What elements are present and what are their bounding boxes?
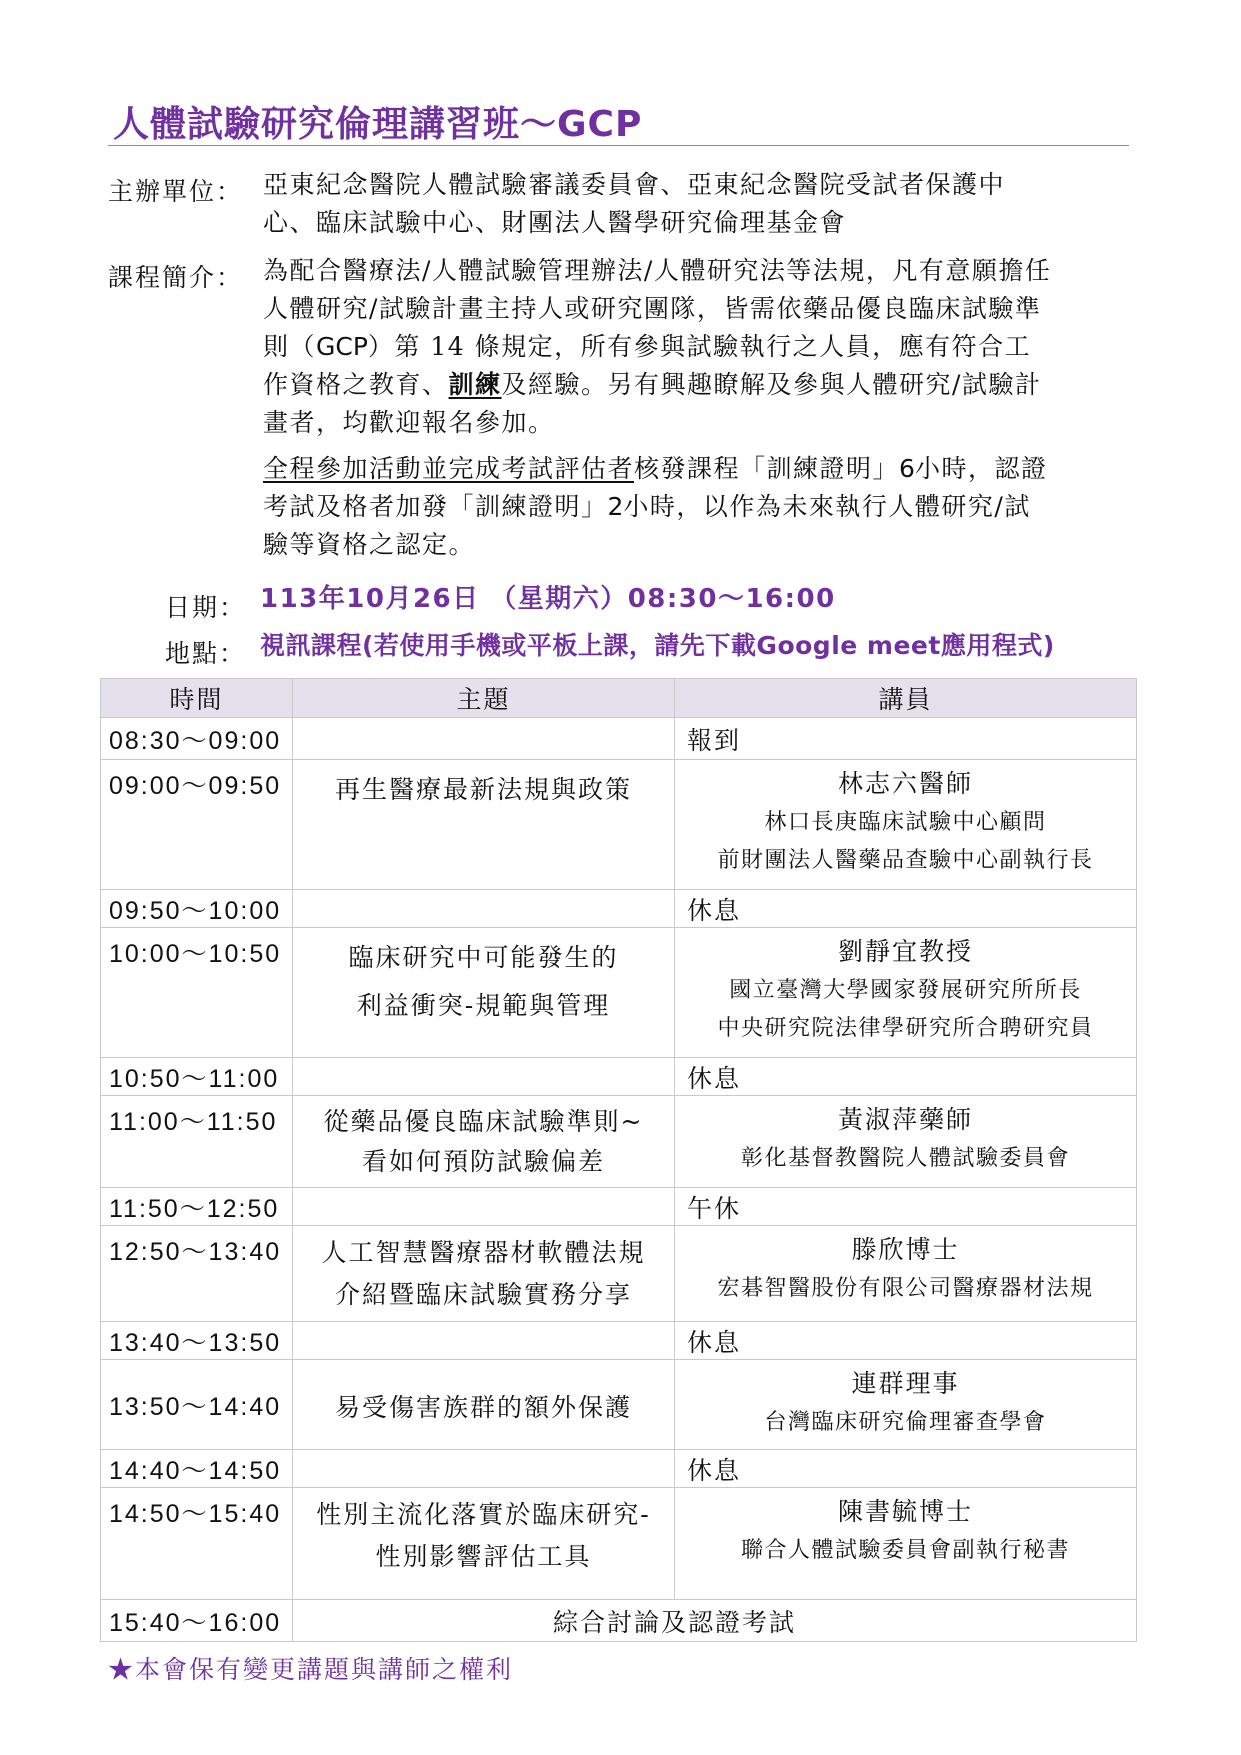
table-row (101, 1096, 1137, 1188)
speaker-affiliation: 彰化基督教醫院人體試驗委員會 (740, 1146, 1070, 1171)
topic-line: 再生醫療最新法規與政策 (334, 775, 632, 804)
topic-line: 看如何預防試驗偏差 (361, 1147, 605, 1176)
intro-line-3a: 則（ (263, 332, 317, 361)
time-cell: 13:40～13:50 (101, 1322, 293, 1360)
intro-line-4c: 及經驗。另有興趣瞭解及參與人體研究/試驗計 (501, 370, 1042, 399)
speaker-name: 陳書毓博士 (837, 1497, 973, 1526)
speaker-name: 劉靜宜教授 (837, 937, 973, 966)
speaker-affiliation: 前財團法人醫藥品查驗中心副執行長 (717, 848, 1094, 873)
table-row (101, 928, 1137, 1058)
time-cell: 10:50～11:00 (101, 1058, 293, 1096)
time-cell: 14:50～15:40 (101, 1488, 293, 1600)
speaker-affiliation: 台灣臨床研究倫理審查學會 (764, 1410, 1047, 1435)
intro-line-3 (263, 328, 1051, 366)
schedule-table (100, 678, 1137, 1642)
intro-line-5: 畫者，均歡迎報名參加。 (263, 408, 555, 437)
header-time: 時間 (101, 679, 293, 718)
session-label: 休息 (675, 1058, 1137, 1096)
speaker-cell (675, 1226, 1137, 1322)
intro-paragraph-1 (263, 252, 1051, 442)
topic-line: 從藥品優良臨床試驗準則~ (323, 1107, 644, 1136)
topic-line: 臨床研究中可能發生的 (348, 943, 619, 972)
intro-p2-line-2c: 小時，以作為未來執行人體研究/試 (623, 492, 1031, 521)
speaker-affiliation: 聯合人體試驗委員會副執行秘書 (740, 1538, 1070, 1563)
table-row (101, 1488, 1137, 1600)
organizer-label: 主辦單位： (108, 177, 244, 206)
intro-training-emphasis: 訓練 (448, 370, 502, 399)
intro-gcp: GCP (316, 332, 368, 361)
topic-cell (293, 1488, 675, 1600)
date-value: 113年10月26日 （星期六）08:30～16:00 (260, 584, 836, 614)
speaker-name: 林志六醫師 (837, 769, 973, 798)
intro-p2-line-1 (263, 450, 1047, 488)
venue-label: 地點： (165, 639, 247, 668)
topic-cell (293, 928, 675, 1058)
organizer-line-2: 心、臨床試驗中心、財團法人醫學研究倫理基金會 (263, 208, 847, 237)
table-row (101, 1188, 1137, 1226)
footer-note: ★本會保有變更講題與講師之權利 (108, 1655, 514, 1684)
time-cell: 08:30～09:00 (101, 718, 293, 760)
intro-p2-line-2 (263, 488, 1047, 526)
table-row (101, 1600, 1137, 1642)
page-title: 人體試驗研究倫理講習班～GCP (113, 104, 643, 145)
topic-cell (293, 1096, 675, 1188)
table-header-row (101, 679, 1137, 718)
session-label: 報到 (675, 718, 1137, 760)
intro-p2-line-1b: 核發課程「訓練證明」 (634, 454, 900, 483)
topic-cell (293, 1360, 675, 1450)
table-row (101, 1058, 1137, 1096)
title-divider (108, 145, 1129, 146)
intro-hours-2: 2 (607, 492, 624, 521)
intro-line-4 (263, 366, 1051, 404)
topic-line: 利益衝突-規範與管理 (356, 991, 611, 1020)
session-label: 綜合討論及認證考試 (293, 1600, 1137, 1642)
time-cell: 13:50～14:40 (101, 1360, 293, 1450)
topic-line: 性別影響評估工具 (375, 1542, 592, 1571)
header-topic: 主題 (293, 679, 675, 718)
header-speaker: 講員 (675, 679, 1137, 718)
intro-p2-line-3: 驗等資格之認定。 (263, 530, 476, 559)
time-cell: 14:40～14:50 (101, 1450, 293, 1488)
topic-line: 易受傷害族群的額外保護 (334, 1392, 632, 1422)
table-row (101, 1450, 1137, 1488)
table-row (101, 1322, 1137, 1360)
topic-line: 性別主流化落實於臨床研究- (316, 1500, 651, 1529)
intro-line-1: 為配合醫療法/人體試驗管理辦法/人體研究法等法規，凡有意願擔任 (263, 256, 1052, 285)
intro-line-2: 人體研究/試驗計畫主持人或研究團隊，皆需依藥品優良臨床試驗準 (263, 294, 1042, 323)
intro-hours-6: 6 (899, 454, 915, 483)
time-cell: 15:40～16:00 (101, 1600, 293, 1642)
speaker-name: 連群理事 (851, 1369, 960, 1398)
speaker-cell (675, 1488, 1137, 1600)
intro-line-3c: ）第 14 條規定，所有參與試驗執行之人員，應有符合工 (367, 332, 1032, 361)
date-label: 日期： (165, 593, 247, 622)
speaker-affiliation: 中央研究院法律學研究所合聘研究員 (717, 1016, 1094, 1041)
speaker-affiliation: 林口長庚臨床試驗中心顧問 (764, 810, 1047, 835)
topic-line: 人工智慧醫療器材軟體法規 (321, 1238, 646, 1267)
table-row (101, 890, 1137, 928)
speaker-name: 滕欣博士 (851, 1235, 960, 1264)
intro-p2-line-2a: 考試及格者加發「訓練證明」 (263, 492, 608, 521)
table-row (101, 718, 1137, 760)
table-row (101, 1226, 1137, 1322)
venue-value: 視訊課程(若使用手機或平板上課，請先下載Google meet應用程式) (260, 631, 1055, 660)
organizer-text (263, 166, 1005, 242)
organizer-line-1: 亞東紀念醫院人體試驗審議委員會、亞東紀念醫院受試者保護中 (263, 170, 1006, 199)
speaker-cell (675, 1360, 1137, 1450)
speaker-cell (675, 760, 1137, 890)
session-label: 午休 (675, 1188, 1137, 1226)
topic-cell (293, 760, 675, 890)
intro-paragraph-2 (263, 450, 1047, 564)
speaker-cell (675, 928, 1137, 1058)
speaker-name: 黃淑萍藥師 (837, 1105, 973, 1134)
topic-line: 介紹暨臨床試驗實務分享 (334, 1280, 632, 1309)
time-cell: 10:00～10:50 (101, 928, 293, 1058)
session-label: 休息 (675, 890, 1137, 928)
intro-p2-underlined: 全程參加活動並完成考試評估者 (263, 454, 635, 483)
speaker-affiliation: 宏碁智醫股份有限公司醫療器材法規 (717, 1276, 1094, 1301)
intro-label: 課程簡介： (108, 263, 244, 292)
time-cell: 12:50～13:40 (101, 1226, 293, 1322)
topic-cell (293, 1226, 675, 1322)
time-cell: 09:50～10:00 (101, 890, 293, 928)
speaker-affiliation: 國立臺灣大學國家發展研究所所長 (729, 978, 1082, 1003)
time-cell: 11:50～12:50 (101, 1188, 293, 1226)
intro-line-4a: 作資格之教育、 (263, 370, 449, 399)
table-row (101, 760, 1137, 890)
intro-p2-line-1d: 小時，認證 (914, 454, 1048, 483)
session-label: 休息 (675, 1322, 1137, 1360)
session-label: 休息 (675, 1450, 1137, 1488)
speaker-cell (675, 1096, 1137, 1188)
time-cell: 09:00～09:50 (101, 760, 293, 890)
time-cell: 11:00～11:50 (101, 1096, 293, 1188)
table-row (101, 1360, 1137, 1450)
